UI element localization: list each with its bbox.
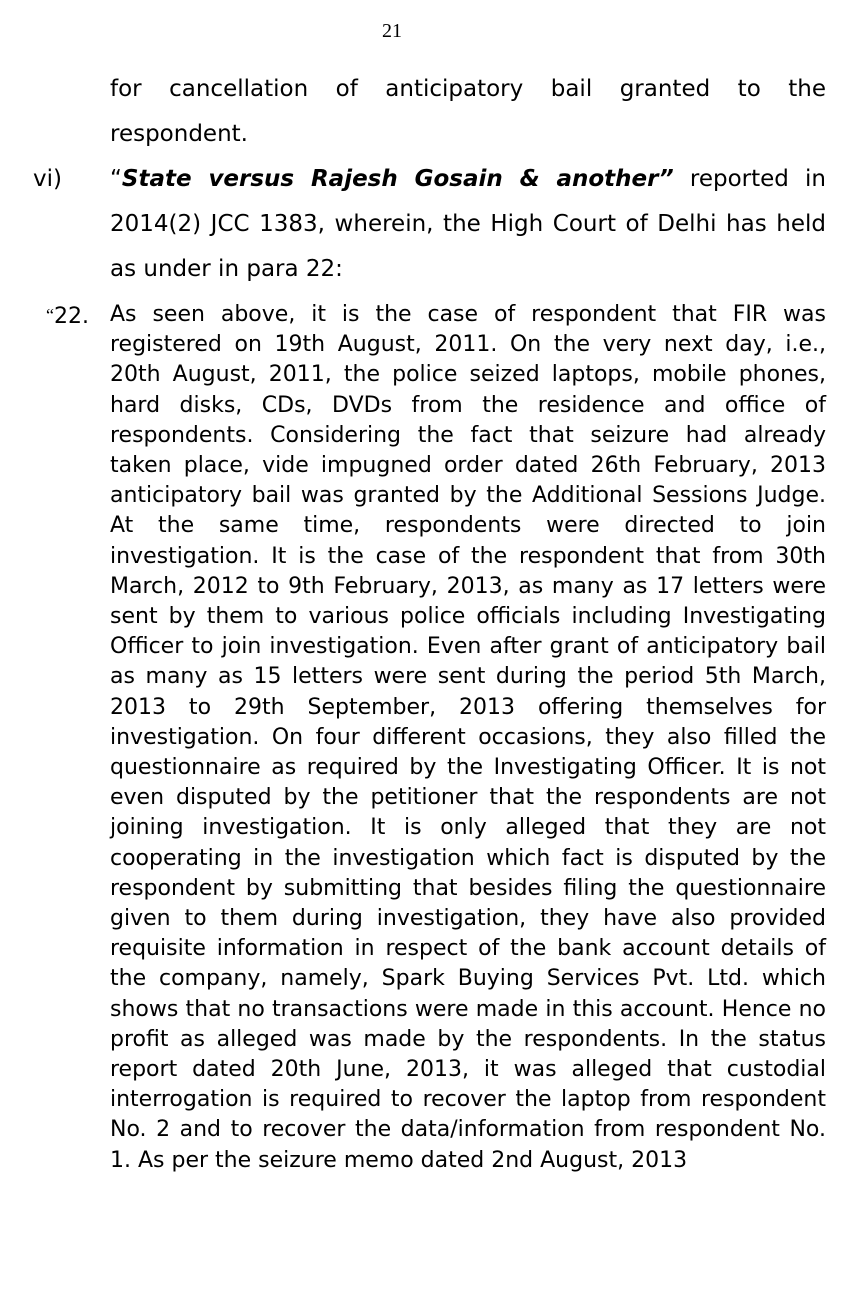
para-number: 22. — [54, 304, 89, 329]
quoted-paragraph: As seen above, it is the case of respondent that FIR was registered on 19th August, 2011. On the very next day, i.e., 20th August, 2011, the police seized laptops, mobile phones, hard disks, CDs, DVDs from the residence and office of respondents. Considering the fact that seizure had already taken place, vide impugned order dated 26th February, 2013 anticipatory bail was granted by the Additional Sessions Judge. At the same time, respondents were directed to join investigation. It is the case of the respondent that from 30th March, 2012 to 9th February, 2013, as many as 17 letters were sent by them to various police officials including Investigating Officer to join investigation. Even after grant of anticipatory bail as many as 15 letters were sent during the period 5th March, 2013 to 29th September, 2013 offering themselves for investigation. On four different occasions, they also filled the questionnaire as required by the Investigating Officer. It is not even disputed by the petitioner that the respondents are not joining investigation. It is only alleged that they are not cooperating in the investigation which fact is disputed by the respondent by submitting that besides filing the questionnaire given to them during investigation, they have also provided requisite information in respect of the bank account details of the company, namely, Spark Buying Services Pvt. Ltd. which shows that no transactions were made in this account. Hence no profit as alleged was made by the respondents. In the status report dated 20th June, 2013, it was alleged that custodial interrogation is required to recover the laptop from respondent No. 2 and to recover the data/information from respondent No. 1. As per the seizure memo dated 2nd August, 2013 — [110, 302, 826, 1173]
case-description: reported in 2014(2) JCC 1383, wherein, the High Court of Delhi has held as under in para 22: — [110, 166, 826, 282]
continuation-paragraph: for cancellation of anticipatory bail granted to the respondent. — [110, 76, 826, 147]
quote-paragraph-number — [46, 300, 89, 332]
list-marker-vi: vi) — [33, 166, 62, 192]
quote-open-mark: “ — [46, 305, 54, 325]
list-item-vi — [110, 157, 826, 292]
case-open-quote: “ — [110, 166, 122, 192]
case-title: State versus Rajesh Gosain & another” — [121, 166, 674, 192]
page-number: 21 — [382, 20, 402, 42]
